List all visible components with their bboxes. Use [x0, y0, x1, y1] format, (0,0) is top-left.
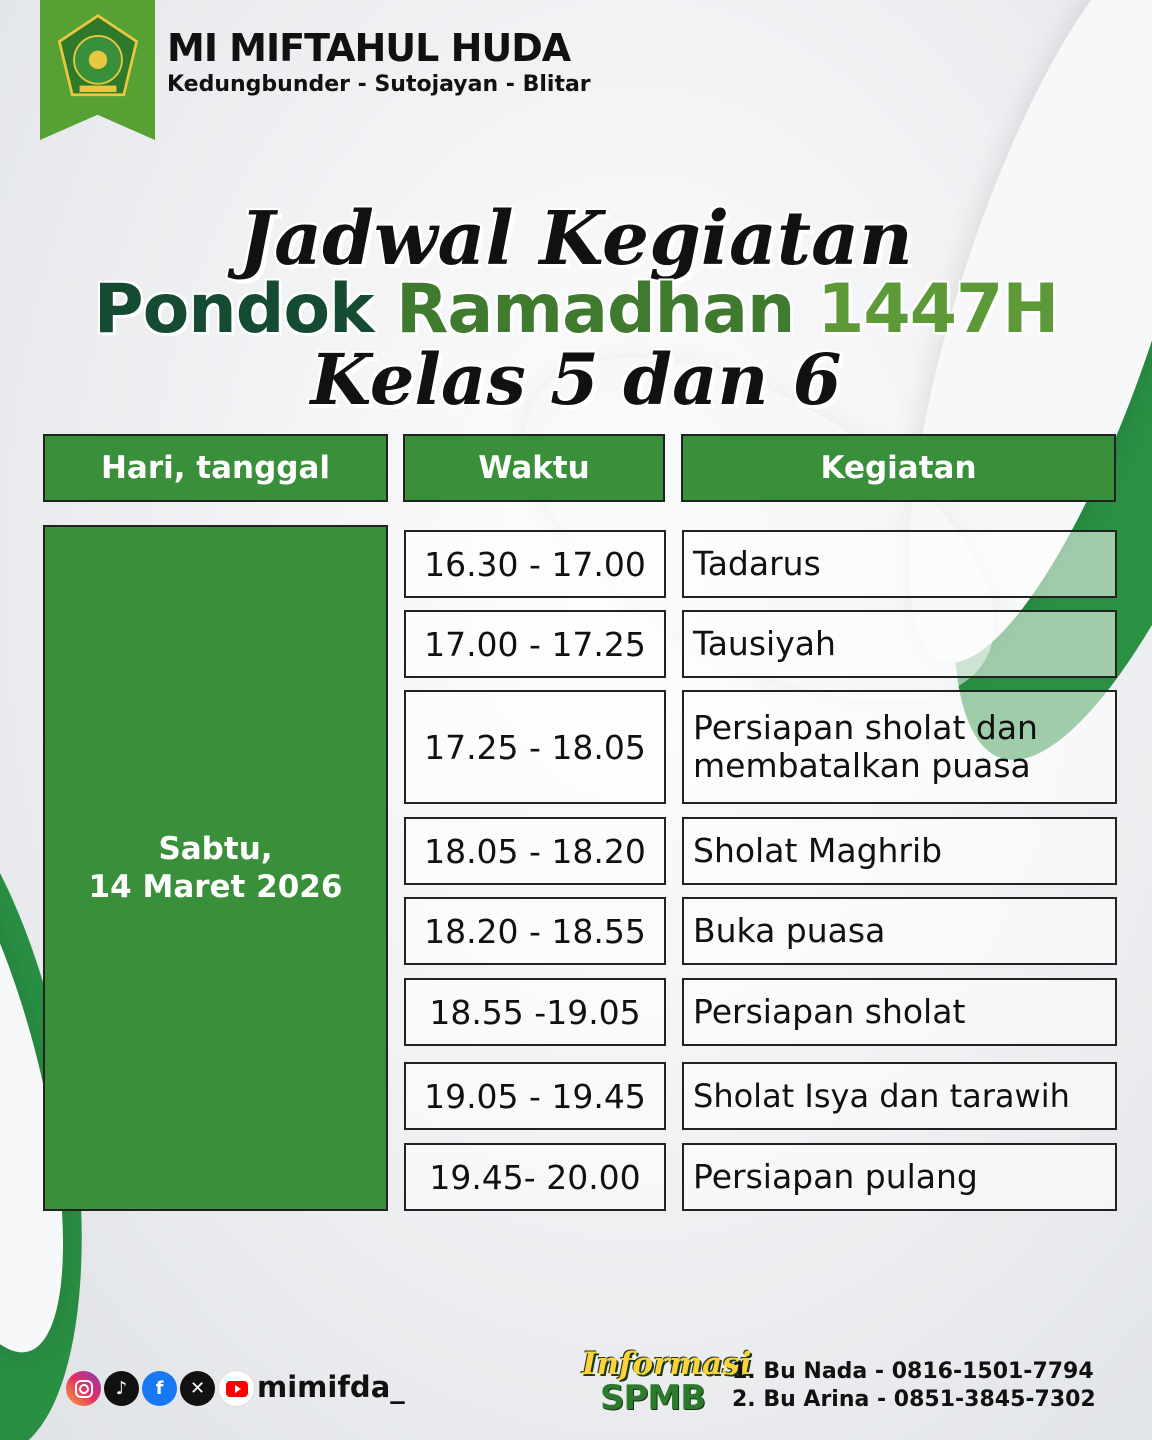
- subtitle-part: Pondok: [93, 270, 397, 349]
- subtitle-part: 1447H: [817, 270, 1059, 349]
- social-handle: mimifda_: [257, 1370, 405, 1404]
- activity-cell: Sholat Isya dan tarawih: [682, 1062, 1117, 1130]
- activity-cell: Persiapan sholat: [682, 978, 1117, 1046]
- school-name: MI MIFTAHUL HUDA: [167, 26, 571, 70]
- time-cell: 19.05 - 19.45: [404, 1062, 666, 1130]
- youtube-icon[interactable]: [218, 1370, 255, 1407]
- school-logo-icon: [52, 12, 144, 104]
- activity-cell: Buka puasa: [682, 897, 1117, 965]
- contact-line: 1. Bu Nada - 0816-1501-7794: [732, 1359, 1094, 1384]
- time-cell: 19.45- 20.00: [404, 1143, 666, 1211]
- time-cell: 18.20 - 18.55: [404, 897, 666, 965]
- column-header-activity: Kegiatan: [681, 434, 1116, 502]
- activity-cell: Persiapan sholat dan membatalkan puasa: [682, 690, 1117, 804]
- activity-cell: Tausiyah: [682, 610, 1117, 678]
- info-label: Informasi: [582, 1346, 752, 1382]
- school-address: Kedungbunder - Sutojayan - Blitar: [167, 72, 591, 97]
- day-cell: [43, 525, 388, 1211]
- time-cell: 16.30 - 17.00: [404, 530, 666, 598]
- column-header-day: Hari, tanggal: [43, 434, 388, 502]
- column-header-time: Waktu: [403, 434, 665, 502]
- day-date: 14 Maret 2026: [88, 869, 343, 905]
- social-icons: [66, 1370, 255, 1407]
- tiktok-icon[interactable]: ♪: [104, 1371, 139, 1406]
- subtitle-part: Ramadhan: [396, 270, 818, 349]
- time-cell: 18.05 - 18.20: [404, 817, 666, 885]
- class-title: Kelas 5 dan 6: [310, 338, 842, 421]
- x-icon[interactable]: ✕: [180, 1371, 215, 1406]
- time-cell: 17.25 - 18.05: [404, 690, 666, 804]
- day-name: Sabtu,: [158, 831, 273, 867]
- activity-cell: Persiapan pulang: [682, 1143, 1117, 1211]
- contact-line: 2. Bu Arina - 0851-3845-7302: [732, 1387, 1096, 1412]
- time-cell: 18.55 -19.05: [404, 978, 666, 1046]
- facebook-icon[interactable]: f: [142, 1371, 177, 1406]
- time-cell: 17.00 - 17.25: [404, 610, 666, 678]
- spmb-label: SPMB: [600, 1378, 706, 1418]
- activity-cell: Tadarus: [682, 530, 1117, 598]
- page-title: Jadwal Kegiatan: [239, 196, 913, 282]
- instagram-icon[interactable]: [66, 1371, 101, 1406]
- activity-cell: Sholat Maghrib: [682, 817, 1117, 885]
